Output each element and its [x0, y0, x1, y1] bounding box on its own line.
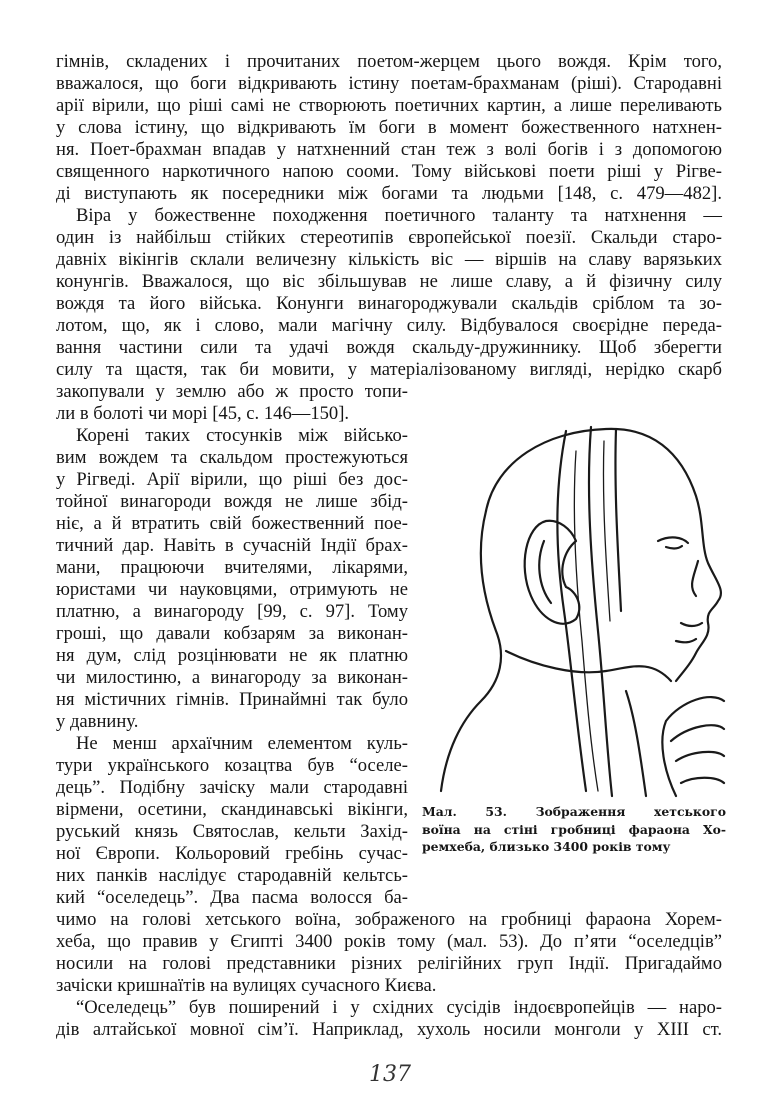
paragraph-lines-bottom	[56, 909, 722, 1041]
text-line: силу та щастя, так би мовити, у матеріалізованому вигляді, нерідко скарб	[56, 359, 722, 380]
hair-lock-right	[615, 429, 621, 611]
text-line: юристами чи науковцями, отримують не	[56, 579, 408, 600]
text-line: ді виступають як посередники між богами та людьми [148, с. 479—482].	[56, 183, 722, 204]
hittite-warrior-illustration	[426, 391, 726, 846]
figure-caption	[422, 803, 726, 856]
shoulder-line	[626, 691, 646, 796]
nose-line	[692, 561, 698, 596]
text-line: ня дум, слід розцінювати не як платню	[56, 645, 408, 666]
text-line: “Оселедець” був поширений і у східних сусідів індоєвропейців — наро-	[76, 997, 722, 1018]
text-line: мани, працюючи вчителями, лікарями,	[56, 557, 408, 578]
text-line: платню, а винагороду [99, с. 97]. Тому	[56, 601, 408, 622]
text-line: вождя та його війська. Конунги винагороджували скальдів сріблом та зо-	[56, 293, 722, 314]
caption-line: Мал. 53. Зображення хетського	[422, 804, 726, 819]
mouth-line	[676, 623, 702, 642]
text-line: дець”. Подібну зачіску мали стародавні	[56, 777, 408, 798]
ear-inner	[539, 541, 551, 603]
text-line: священного наркотичного напою сооми. Тому військові поети ріші у Рігве-	[56, 161, 722, 182]
text-line: у Рігведі. Арії вірили, що ріші без дос-	[56, 469, 408, 490]
text-line: у слова істину, що відкривають їм боги в момент божественного натхнен-	[56, 117, 722, 138]
text-line: конунгів. Вважалося, що віс збільшував не лише славу, а й фізичну силу	[56, 271, 722, 292]
text-line: давніх вікінгів склали величезну кількість віс — віршів на славу варязьких	[56, 249, 722, 270]
hair-strand-2	[603, 441, 610, 621]
text-line: лотом, що, як і слово, мали магічну силу. Відбувалося своєрідне переда-	[56, 315, 722, 336]
text-line: чи милостиню, а винагороду за виконан-	[56, 667, 408, 688]
text-line: зачіски кришнаїтів на вулицях сучасного Києва.	[56, 975, 437, 996]
text-line: тури українського козацтва був “оселе-	[56, 755, 408, 776]
page-number: 137	[369, 1062, 411, 1087]
paragraph-lines-column	[56, 381, 408, 909]
text-line: вання частини сили та удачі вождя скальду-дружиннику. Щоб зберегти	[56, 337, 722, 358]
eye-mark	[658, 537, 688, 548]
text-line: них панків наслідує стародавній кельтсь-	[56, 865, 408, 886]
text-line: ної Європи. Кольоровий гребінь сучас-	[56, 843, 408, 864]
text-line: ли в болоті чи морі [45, с. 146—150].	[56, 403, 350, 424]
text-line: тойної винагороди вождя не лише збід-	[56, 491, 408, 512]
text-line: хеба, що правив у Єгипті 3400 років тому (мал. 53). До п’яти “оселедців”	[56, 931, 722, 952]
text-line: Корені таких стосунків між військо-	[76, 425, 408, 446]
text-line: носили на голові представники різних релігійних груп Індії. Пригадаймо	[56, 953, 722, 974]
text-line: кий “оселедець”. Два пасма волосся ба-	[56, 887, 408, 908]
text-line: вірмени, осетини, скандинавські вікінги,	[56, 799, 408, 820]
ear-outline	[525, 521, 580, 624]
text-line: тичний дар. Навіть в сучасній Індії брах-	[56, 535, 408, 556]
raised-hand	[662, 697, 724, 796]
hair-lock-left	[557, 431, 586, 791]
neck-outline	[441, 511, 501, 791]
text-line: ніє, а й втратить свій божественний пое-	[56, 513, 408, 534]
text-line: вважалося, що боги відкривають істину поетам-брахманам (ріші). Стародавні	[56, 73, 722, 94]
text-line: дів алтайської мовної сім’ї. Наприклад, хухоль носили монголи у XIII ст.	[56, 1019, 722, 1040]
hair-lock-mid	[589, 427, 612, 796]
text-line: закопували у землю або ж просто топи-	[56, 381, 408, 402]
text-line: Віра у божественне походження поетичного таланту та натхнення —	[76, 205, 722, 226]
caption-line: ремхеба, близько 3400 років тому	[422, 839, 671, 854]
hair-strand-1	[574, 451, 598, 791]
caption-line: воїна на стіні гробниці фараона Хо-	[422, 821, 726, 837]
text-line: ня. Поет-брахман впадав у натхненний стан теж з волі богів і з допомогою	[56, 139, 722, 160]
text-line: у давнину.	[56, 711, 139, 732]
text-line: вим вождем та скальдом простежуються	[56, 447, 408, 468]
text-line: Не менш архаїчним елементом куль-	[76, 733, 408, 754]
warrior-drawing	[426, 391, 726, 801]
text-line: гроші, що давали кобзарям за виконан-	[56, 623, 408, 644]
text-line: руський князь Святослав, кельти Захід-	[56, 821, 408, 842]
text-line: один із найбільш стійких стереотипів європейської поезії. Скальди старо-	[56, 227, 722, 248]
text-page	[56, 51, 726, 1111]
text-line: гімнів, складених і прочитаних поетом-жерцем цього вождя. Крім того,	[56, 51, 722, 72]
collar-line	[506, 651, 671, 681]
paragraph-lines-top	[56, 51, 722, 381]
text-line: арії вірили, що ріші самі не створюють поетичних картин, а лише переливають	[56, 95, 722, 116]
text-line: чимо на голові хетського воїна, зображеного на гробниці фараона Хорем-	[56, 909, 722, 930]
text-line: ня містичних гімнів. Принаймні так було	[56, 689, 408, 710]
